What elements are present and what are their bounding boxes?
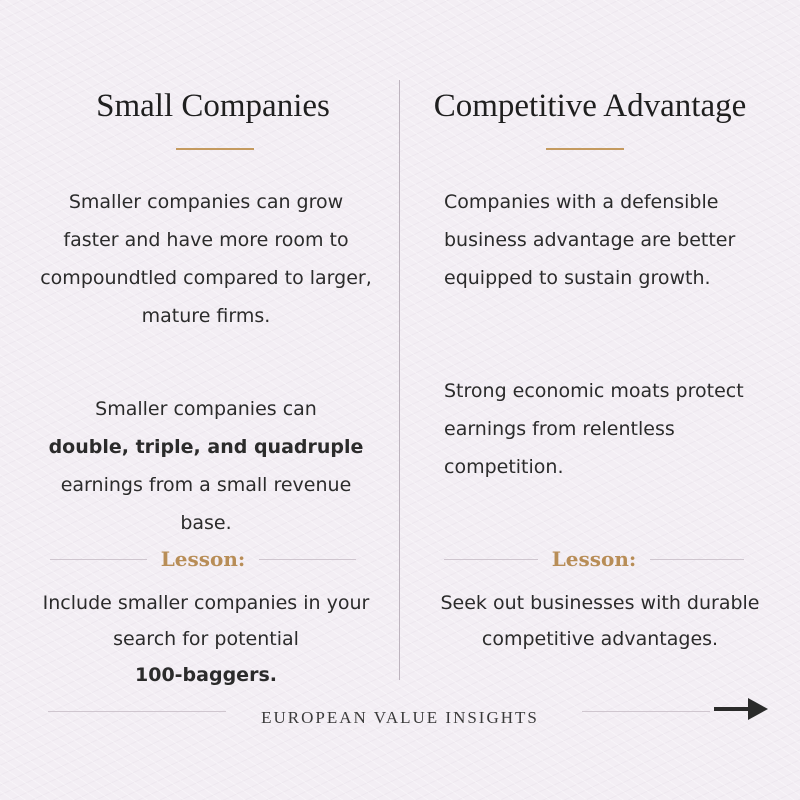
- left-paragraph-2: [40, 390, 372, 542]
- lesson-line-left: [50, 559, 147, 560]
- right-lesson-text: Seek out businesses with durable competitive advantages.: [440, 592, 760, 650]
- right-column-title: Competitive Advantage: [433, 88, 747, 124]
- column-divider: [399, 80, 400, 680]
- left-paragraph-2-emphasis: double, triple, and quadruple: [48, 436, 364, 458]
- left-lesson-text: [40, 585, 372, 693]
- left-lesson-body: Include smaller companies in your search for potential: [42, 592, 370, 650]
- lesson-line-right: [650, 559, 744, 560]
- right-lesson-label: Lesson:: [551, 547, 637, 571]
- left-paragraph-2-outro: earnings from a small revenue base.: [60, 474, 352, 534]
- footer-rule-left: [48, 711, 226, 712]
- right-title-underline: [546, 148, 624, 150]
- left-column-title: Small Companies: [96, 88, 330, 124]
- right-paragraph-2: Strong economic moats protect earnings from relentless competition.: [444, 380, 744, 478]
- footer-brand: EUROPEAN VALUE INSIGHTS: [261, 708, 539, 727]
- left-paragraph-1: Smaller companies can grow faster and have more room to compoundtled compared to larger, mature firms.: [40, 191, 372, 327]
- left-lesson-header: [50, 543, 356, 575]
- footer-rule-right: [582, 711, 710, 712]
- arrow-right-icon[interactable]: [712, 696, 770, 722]
- right-lesson-header: [444, 543, 744, 575]
- right-paragraph-1: Companies with a defensible business advantage are better equipped to sustain growth.: [444, 191, 736, 289]
- left-title-underline: [176, 148, 254, 150]
- lesson-line-right: [259, 559, 356, 560]
- left-paragraph-2-intro: Smaller companies can: [95, 398, 317, 420]
- lesson-line-left: [444, 559, 538, 560]
- left-lesson-emphasis: 100-baggers.: [135, 664, 277, 686]
- left-lesson-label: Lesson:: [160, 547, 246, 571]
